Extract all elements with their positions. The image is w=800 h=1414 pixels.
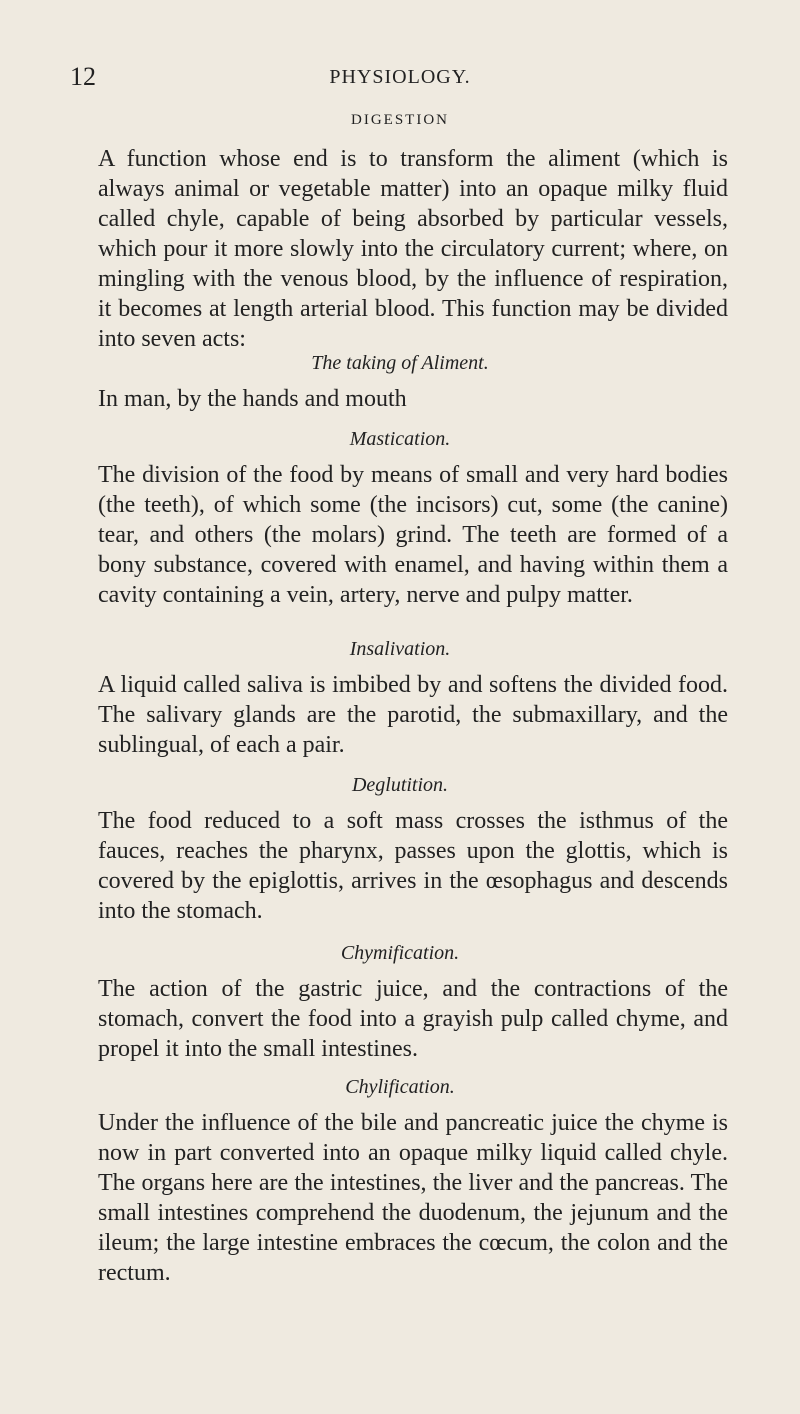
subheading-insalivation: Insalivation.: [349, 638, 451, 660]
intro-paragraph: A function whose end is to transform the aliment (which is always animal or vegetable matter) into an opaque milky fluid called chyle, capable of being absorbed by particular vessels, which pour it more slowly into the circulatory current; where, on mingling with the venous blood, by the influence of respiration, it becomes at length arterial blood. This function may be divided into seven acts:: [98, 146, 728, 352]
paragraph-taking-aliment: In man, by the hands and mouth: [98, 386, 407, 412]
page-number: 12: [70, 62, 96, 91]
section-heading: DIGESTION: [351, 112, 449, 128]
paragraph-deglutition: The food reduced to a soft mass crosses the isthmus of the fauces, reaches the pharynx, passes upon the glottis, which is covered by the epiglottis, arrives in the œsophagus and descends into the stomach.: [98, 808, 728, 924]
paragraph-chymification: The action of the gastric juice, and the contractions of the stomach, convert the food into a grayish pulp called chyme, and propel it into the small intestines.: [98, 976, 728, 1062]
subheading-chylification: Chylification.: [345, 1076, 455, 1098]
paragraph-chylification: Under the influence of the bile and pancreatic juice the chyme is now in part converted into an opaque milky liquid called chyle. The organs here are the intestines, the liver and the pancreas. The small intestines comprehend the duodenum, the jejunum and the ileum; the large intestine embraces the cœcum, the colon and the rectum.: [98, 1110, 728, 1286]
subheading-deglutition: Deglutition.: [351, 774, 449, 796]
running-head: [70, 62, 730, 98]
paragraph-insalivation: A liquid called saliva is imbibed by and softens the divided food. The salivary glands are the parotid, the submaxillary, and the sublingual, of each a pair.: [98, 672, 728, 758]
subheading-taking-aliment: The taking of Aliment.: [311, 352, 489, 374]
running-title: PHYSIOLOGY.: [329, 66, 471, 88]
subheading-mastication: Mastication.: [349, 428, 451, 450]
paragraph-mastication: The division of the food by means of small and very hard bodies (the teeth), of which some (the incisors) cut, some (the canine) tear, and others (the molars) grind. The teeth are formed of a bony substance, covered with enamel, and having within them a cavity containing a vein, artery, nerve and pulpy matter.: [98, 462, 728, 608]
subheading-chymification: Chymification.: [340, 942, 460, 964]
